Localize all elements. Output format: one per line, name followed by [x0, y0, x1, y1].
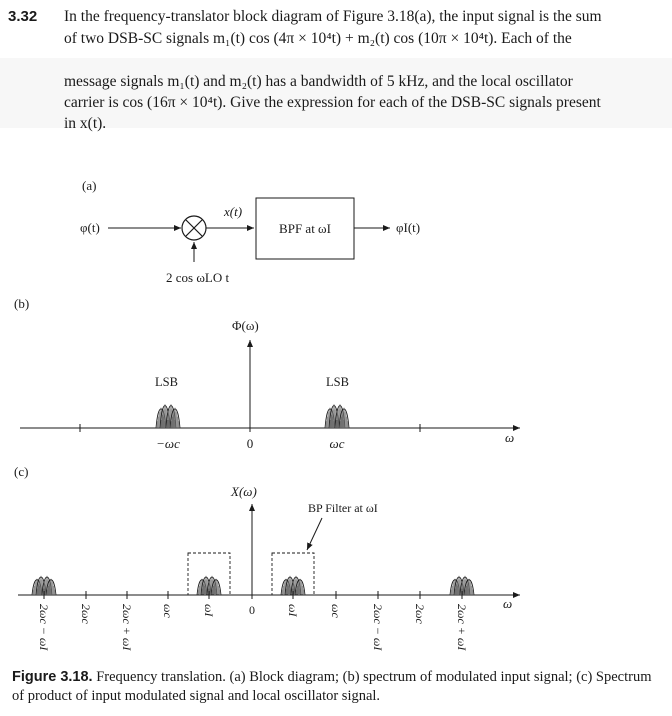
figure-3-18 — [0, 160, 672, 665]
bpf-label: BPF at ωI — [279, 221, 331, 236]
tick-label-wc: ωc — [329, 436, 345, 451]
input-signal-label: φ(t) — [80, 220, 100, 235]
bp-filter-pointer — [307, 518, 322, 550]
tick-label: ωc — [161, 604, 175, 618]
lo-label: 2 cos ωLO t — [166, 270, 230, 285]
panel-a-label: (a) — [82, 178, 97, 193]
problem-line: In the frequency-translator block diagram of Figure 3.18(a), the input signal is the sum — [64, 8, 602, 25]
tick-label: ωc — [329, 604, 343, 618]
mixer-icon — [182, 216, 206, 240]
panel-b-label: (b) — [14, 296, 30, 311]
tick-label: ωI — [286, 604, 300, 617]
tick-label-neg-wc: −ωc — [156, 436, 180, 451]
tick-label-zero: 0 — [246, 436, 254, 451]
problem-line: carrier is cos (16π × 10⁴t). Give the expression for each of the DSB-SC signals present — [64, 94, 601, 111]
tick-label: 2ωc — [79, 604, 93, 624]
tick-label: 2ωc − ωI — [37, 604, 51, 651]
tick-label: ωI — [202, 604, 216, 617]
tick-label: 2ωc + ωI — [455, 604, 469, 651]
tick-label: 2ωc − ωI — [371, 604, 385, 651]
omega-axis-var: ω — [505, 430, 515, 445]
figure-caption — [12, 668, 662, 706]
tick-label: 0 — [249, 603, 255, 617]
problem-line: in x(t). — [64, 115, 107, 132]
panel-c-label: (c) — [14, 464, 29, 479]
problem-number: 3.32 — [8, 8, 38, 25]
caption-label: Figure 3.18. — [12, 669, 93, 685]
lsb-label-left: LSB — [155, 375, 178, 389]
bp-filter-label: BP Filter at ωI — [308, 501, 378, 515]
problem-line: of two DSB-SC signals m₁(t) cos (4π × 10⁴t) + m₂(t) cos (10π × 10⁴t). Each of the — [64, 30, 572, 47]
lsb-spectrum-right — [325, 404, 349, 428]
tick-label: 2ωc — [413, 604, 427, 624]
x-axis-title: X(ω) — [231, 484, 257, 499]
lsb-spectrum-left — [156, 404, 180, 428]
problem-line: message signals m₁(t) and m₂(t) has a bandwidth of 5 kHz, and the local oscillator — [64, 73, 573, 90]
lsb-label-right: LSB — [326, 375, 349, 389]
caption-text: Frequency translation. (a) Block diagram; (b) spectrum of modulated input signal; (c) Spectrum of product of input modulated signal and local oscillator signal. — [12, 669, 652, 704]
omega-axis-var-c: ω — [503, 596, 513, 611]
output-signal-label: φI(t) — [396, 220, 421, 235]
mixer-output-label: x(t) — [224, 204, 243, 219]
phi-axis-title: Φ(ω) — [232, 318, 259, 333]
tick-label: 2ωc + ωI — [120, 604, 134, 651]
